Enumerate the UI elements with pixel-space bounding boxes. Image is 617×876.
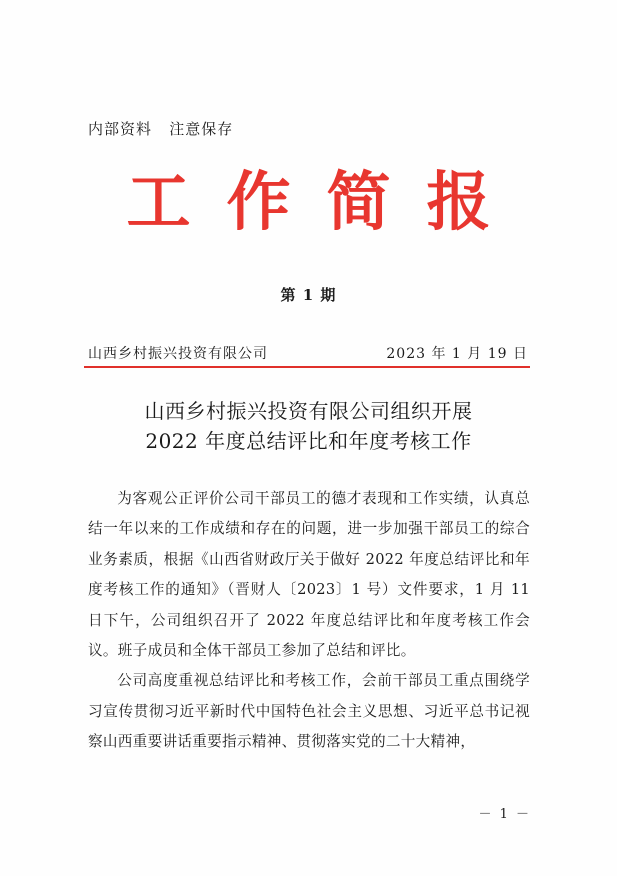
masthead-title: 工作简报 bbox=[126, 165, 527, 240]
internal-note: 内部资料 注意保存 bbox=[88, 120, 234, 138]
issue-number: 第 1 期 bbox=[280, 286, 337, 304]
paragraph: 公司高度重视总结评比和考核工作，会前干部员工重点围绕学习宣传贯彻习近平新时代中国特色社会主义思想、习近平总书记视察山西重要讲话重要指示精神、贯彻落实党的二十大精神， bbox=[88, 672, 530, 751]
paragraph: 为客观公正评价公司干部员工的德才表现和工作实绩，认真总结一年以来的工作成绩和存在的问题，进一步加强干部员工的综合业务素质，根据《山西省财政厅关于做好 2022 年度总结评比和年度考核工作的通知》（晋财人〔2023〕1 号）文件要求，1 月 11 日下午，公司组织召开了 2022 年度总结评比和年度考核工作会议。班子成员和全体干部员工参加了总结和评比。 bbox=[88, 490, 530, 660]
article-title bbox=[0, 396, 617, 456]
red-divider bbox=[84, 366, 530, 368]
org-date-line bbox=[88, 343, 528, 363]
article-body bbox=[88, 484, 530, 758]
page-number: － 1 － bbox=[478, 807, 531, 822]
article-title-line-1: 山西乡村振兴投资有限公司组织开展 bbox=[144, 399, 473, 423]
issue-date: 2023 年 1 月 19 日 bbox=[386, 346, 528, 362]
organization-name: 山西乡村振兴投资有限公司 bbox=[88, 346, 268, 362]
article-title-line-2: 2022 年度总结评比和年度考核工作 bbox=[145, 429, 472, 453]
